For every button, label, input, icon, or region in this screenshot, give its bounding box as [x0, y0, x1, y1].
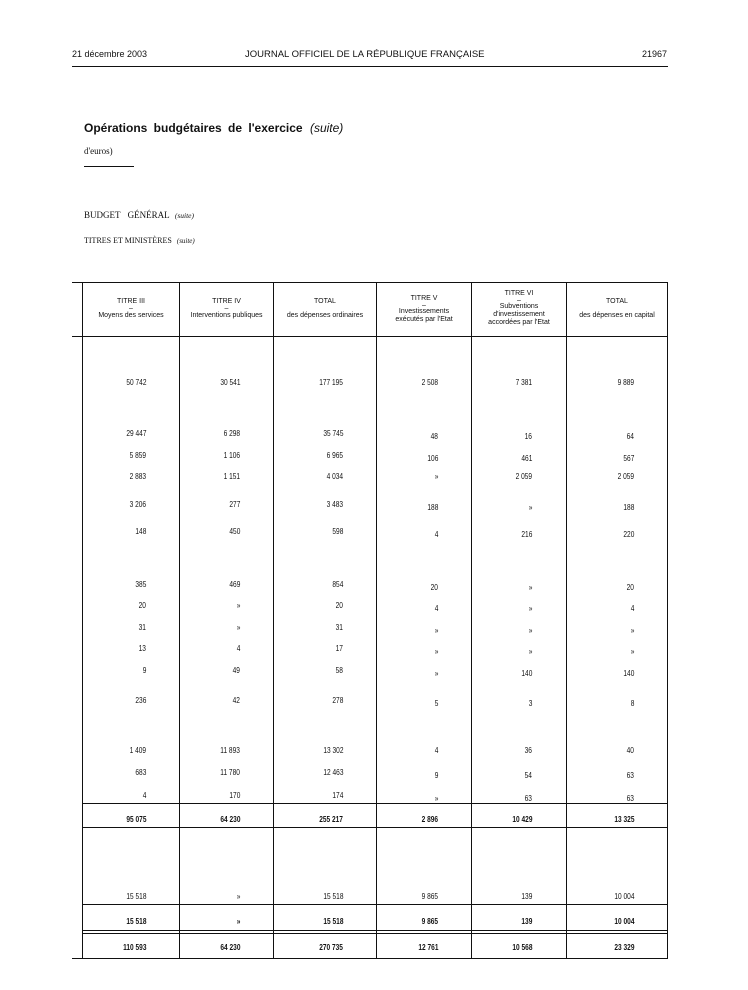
table-cell: 469 [229, 580, 240, 589]
table-cell: 35 745 [322, 429, 343, 438]
table-vline [566, 282, 567, 958]
table-header-rule [72, 336, 668, 337]
page-title [84, 121, 343, 135]
table-cell: 36 [524, 746, 532, 755]
table-cell: 20 [335, 601, 343, 610]
table-cell: 9 [434, 771, 438, 780]
column-header-line: – [129, 305, 133, 312]
column-header-line: Moyens des services [98, 312, 164, 319]
table-cell: 17 [335, 644, 343, 653]
table-cell: 110 593 [122, 943, 146, 952]
table-cell: 177 195 [319, 378, 343, 387]
table-cell: 1 106 [223, 451, 240, 460]
table-cell: 63 [626, 771, 634, 780]
table-cell: 8 [630, 699, 634, 708]
table-cell: 49 [232, 666, 240, 675]
subtotal-rule [82, 930, 668, 931]
table-cell: 4 [434, 746, 438, 755]
table-cell: 10 004 [613, 892, 634, 901]
table-vline [376, 282, 377, 958]
table-cell: » [434, 669, 438, 678]
column-header-line: des dépenses ordinaires [286, 312, 364, 319]
total-double-rule [82, 933, 668, 934]
table-cell: 2 896 [421, 815, 438, 824]
column-header-total-ordinaires [274, 297, 376, 320]
table-cell: 31 [138, 623, 146, 632]
unit-label: d'euros) [84, 146, 113, 156]
table-cell: 148 [135, 527, 146, 536]
header-rule [72, 66, 668, 67]
table-cell: 2 883 [129, 472, 146, 481]
section-budget [84, 210, 194, 220]
table-cell: 683 [135, 768, 146, 777]
table-cell: 10 568 [511, 943, 532, 952]
table-cell: 255 217 [319, 815, 343, 824]
table-cell: 4 034 [326, 472, 343, 481]
header-page-number: 21967 [642, 49, 668, 59]
table-cell: 7 381 [515, 378, 532, 387]
header-date: 21 décembre 2003 [72, 49, 148, 59]
column-header-total-capital [567, 297, 667, 320]
table-cell: 11 893 [220, 746, 240, 755]
table-cell: 13 325 [613, 815, 634, 824]
table-cell: 95 075 [125, 815, 146, 824]
table-cell: 4 [434, 530, 438, 539]
table-cell: » [630, 647, 634, 656]
subtotal-rule [82, 803, 668, 804]
table-cell: 270 735 [319, 943, 343, 952]
table-cell: 30 541 [219, 378, 240, 387]
column-header-titre-vi [477, 289, 561, 327]
table-cell: » [434, 647, 438, 656]
table-cell: 16 [524, 432, 532, 441]
table-cell: 15 518 [322, 917, 343, 926]
table-bottom-rule [72, 958, 668, 959]
table-cell: 3 206 [129, 500, 146, 509]
table-cell: » [434, 794, 438, 803]
table-cell: 216 [521, 530, 532, 539]
table-cell: 4 [236, 644, 240, 653]
table-cell: 12 761 [417, 943, 438, 952]
table-cell: 236 [135, 696, 146, 705]
table-cell: 23 329 [613, 943, 634, 952]
column-header-line: – [224, 305, 229, 312]
table-cell: 15 518 [125, 892, 146, 901]
table-cell: 4 [630, 604, 634, 613]
table-vline [82, 282, 83, 958]
table-cell: 50 742 [125, 378, 146, 387]
column-header-line: TITRE IV [212, 298, 241, 305]
table-cell: 11 780 [220, 768, 240, 777]
table-cell: 63 [524, 794, 532, 803]
table-cell: » [528, 604, 532, 613]
table-cell: 15 518 [322, 892, 343, 901]
section-budget-text: BUDGET GÉNÉRAL [84, 210, 170, 220]
section-titres [84, 236, 195, 245]
table-cell: » [528, 503, 532, 512]
table-cell: 277 [229, 500, 240, 509]
table-cell: 2 059 [617, 472, 634, 481]
table-cell: 4 [434, 604, 438, 613]
table-cell: 220 [623, 530, 634, 539]
table-cell: 170 [229, 791, 240, 800]
table-cell: 5 859 [129, 451, 146, 460]
table-cell: 64 230 [219, 943, 240, 952]
subtotal-rule [82, 827, 668, 828]
title-divider [84, 166, 134, 167]
table-cell: 20 [430, 583, 438, 592]
table-cell: 40 [626, 746, 634, 755]
table-cell: » [236, 917, 240, 926]
header-journal: JOURNAL OFFICIEL DE LA RÉPUBLIQUE FRANÇAISE [245, 49, 485, 60]
table-cell: 140 [521, 669, 532, 678]
column-header-line: Investissements exécutés par l'Etat [395, 308, 453, 323]
table-cell: 12 463 [322, 768, 343, 777]
table-cell: 3 [528, 699, 532, 708]
table-cell: » [236, 601, 240, 610]
table-cell: 9 [142, 666, 146, 675]
column-header-line: – [422, 302, 426, 309]
table-cell: 140 [623, 669, 634, 678]
column-header-line: TITRE V [410, 295, 438, 302]
table-cell: » [434, 626, 438, 635]
table-vline [471, 282, 472, 958]
column-header-line: Subventions d'investissement accordées par l'Etat [488, 303, 550, 326]
section-titres-suite: (suite) [176, 237, 195, 245]
column-header-titre-iii [83, 297, 179, 320]
table-cell: 48 [430, 432, 438, 441]
table-cell: » [528, 583, 532, 592]
table-cell: 6 298 [223, 429, 240, 438]
table-cell: 31 [335, 623, 343, 632]
column-header-line: TITRE III [117, 298, 145, 305]
table-cell: 188 [623, 503, 634, 512]
table-cell: » [528, 626, 532, 635]
table-cell: 20 [138, 601, 146, 610]
table-cell: 9 865 [421, 892, 438, 901]
table-cell: 9 865 [421, 917, 438, 926]
table-cell: 385 [135, 580, 146, 589]
column-header-titre-iv [180, 297, 273, 320]
table-cell: 58 [335, 666, 343, 675]
section-budget-suite: (suite) [174, 211, 194, 220]
table-cell: 13 [138, 644, 146, 653]
table-cell: 106 [427, 454, 438, 463]
table-cell: 450 [229, 527, 240, 536]
table-vline [667, 282, 668, 958]
table-cell: 13 302 [322, 746, 343, 755]
table-cell: 20 [626, 583, 634, 592]
table-cell: 461 [521, 454, 532, 463]
table-cell: 42 [232, 696, 240, 705]
table-cell: » [528, 647, 532, 656]
table-cell: » [236, 892, 240, 901]
column-header-line: – [517, 297, 521, 304]
column-header-line: Interventions publiques [190, 312, 263, 319]
page-title-suite: (suite) [309, 121, 344, 135]
table-cell: 29 447 [125, 429, 146, 438]
column-header-line: TOTAL [314, 298, 336, 305]
table-cell: 139 [521, 892, 532, 901]
column-header-line: des dépenses en capital [579, 312, 655, 319]
table-cell: » [236, 623, 240, 632]
table-cell: 64 230 [219, 815, 240, 824]
table-cell: 64 [626, 432, 634, 441]
table-cell: 63 [626, 794, 634, 803]
table-top-rule [72, 282, 668, 283]
table-cell: 174 [332, 791, 343, 800]
table-cell: 10 004 [613, 917, 634, 926]
subtotal-rule [82, 904, 668, 905]
table-cell: » [630, 626, 634, 635]
table-cell: 567 [623, 454, 634, 463]
column-header-titre-v [384, 294, 464, 324]
table-cell: 4 [142, 791, 146, 800]
table-cell: 1 409 [129, 746, 146, 755]
section-titres-text: TITRES ET MINISTÈRES [84, 236, 172, 245]
column-header-line: TITRE VI [504, 290, 534, 297]
table-vline [273, 282, 274, 958]
table-cell: 10 429 [511, 815, 532, 824]
table-cell: 1 151 [223, 472, 240, 481]
table-cell: 2 508 [421, 378, 438, 387]
table-cell: 278 [332, 696, 343, 705]
table-cell: 854 [332, 580, 343, 589]
table-cell: 9 889 [617, 378, 634, 387]
table-cell: 2 059 [515, 472, 532, 481]
table-cell: 6 965 [326, 451, 343, 460]
table-cell: 15 518 [125, 917, 146, 926]
table-cell: 139 [521, 917, 532, 926]
table-cell: 54 [524, 771, 532, 780]
table-cell: 598 [332, 527, 343, 536]
table-cell: » [434, 472, 438, 481]
table-vline [179, 282, 180, 958]
page-title-text: Opérations budgétaires de l'exercice [84, 121, 303, 135]
table-cell: 3 483 [326, 500, 343, 509]
table-cell: 5 [434, 699, 438, 708]
column-header-line: TOTAL [606, 298, 628, 305]
table-cell: 188 [427, 503, 438, 512]
